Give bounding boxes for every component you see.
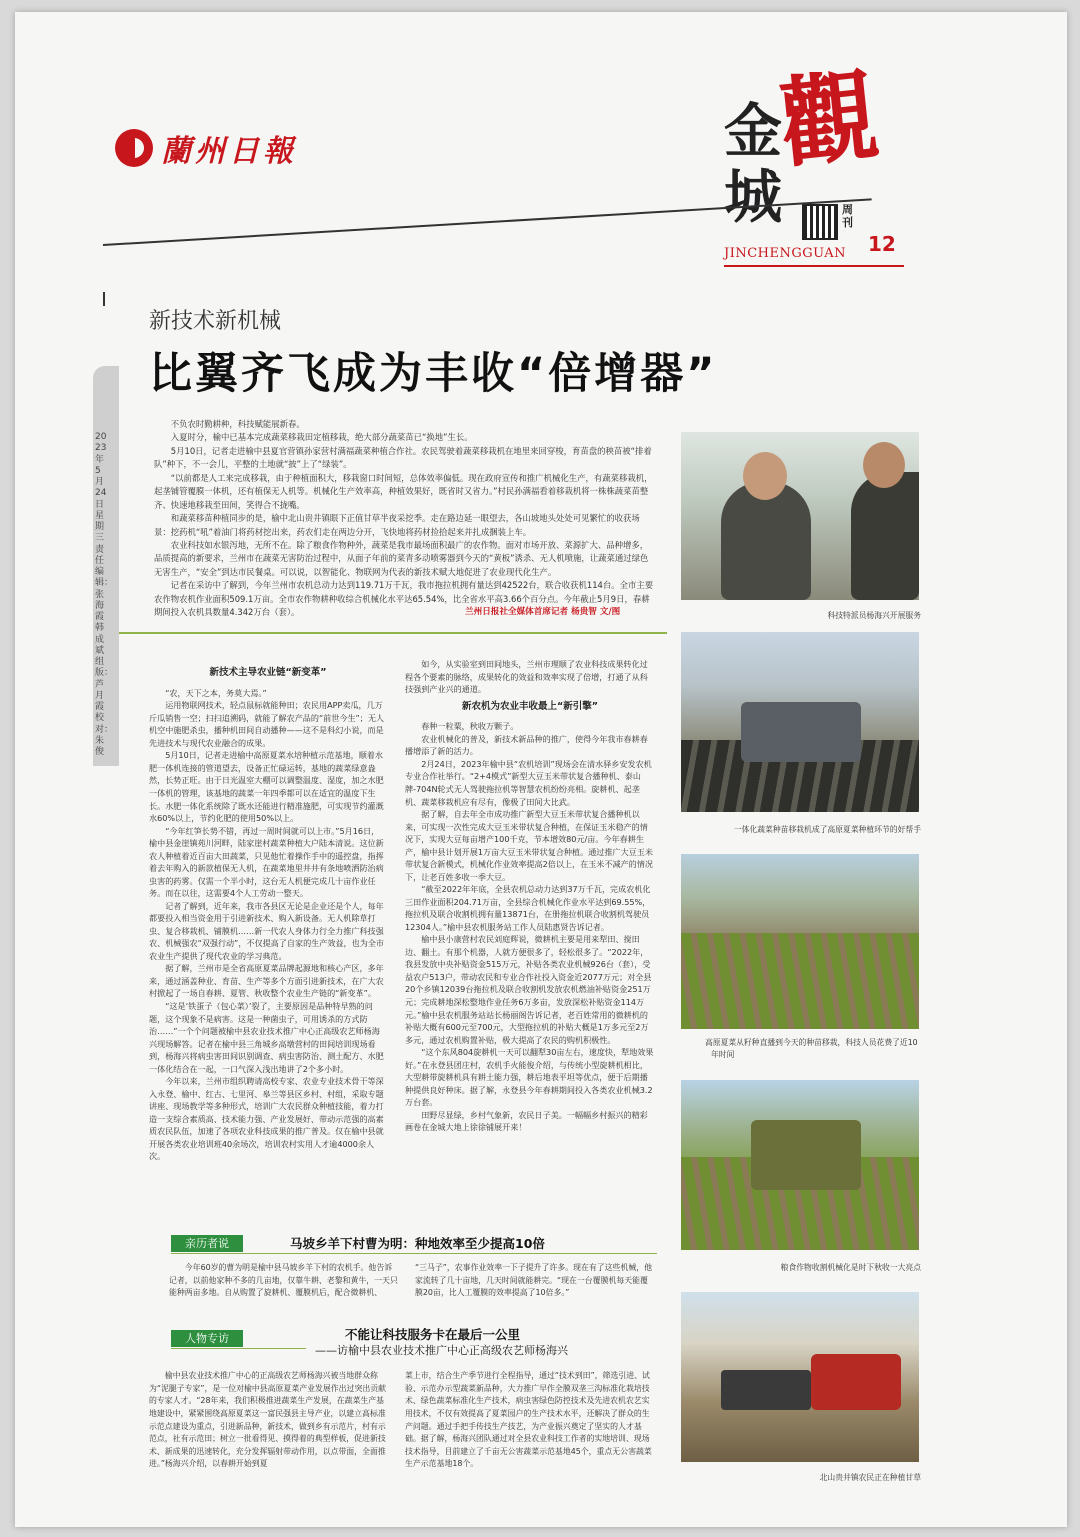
- person-figure: [851, 472, 919, 600]
- page-title: 比翼齐飞成为丰收“倍增器”: [149, 349, 718, 399]
- section-divider: [119, 632, 667, 634]
- body-paragraph: 今年以来，兰州市组织聘请高校专家、农业专业技术骨干等深入永登、榆中、红古、七里河、皋兰等县区乡村、村组，采取专题讲座、现场教学等多种形式，培训广大农民群众种植技能，着力打造一支综合素质高、技术能力强、产业发展好、带动示范强的高素质农民队伍，加速了各项农业科技成果的推广普及。仅在榆中县就开展各类农业培训班40余场次，培训农村实用人才逾4000余人次。: [149, 1076, 384, 1162]
- section-rule: [171, 1348, 306, 1349]
- brand-rule: [724, 265, 904, 267]
- photo-caption: 北山贵井镇农民正在种植甘草: [819, 1473, 921, 1482]
- body-paragraph: 农业机械化的普及，新技术新品种的推广，使得今年我市春耕春播增添了新的活力。: [405, 733, 648, 757]
- tractor: [811, 1354, 901, 1410]
- photo-expert-service: [681, 432, 919, 600]
- logo-emblem-icon: [115, 129, 153, 167]
- brand-jin: 金: [724, 97, 783, 165]
- seeder-machine: [721, 1370, 811, 1410]
- lead-paragraph: 入夏时分，榆中已基本完成蔬菜移栽田定植移栽，绝大部分蔬菜苗已“换地”生长。: [170, 432, 473, 443]
- body-paragraph: 据了解，自去年全市成功推广新型大豆玉米带状复合播种机以来，可实现一次性完成大豆玉米带状复合种植，在保证玉米稳产的情况下，实现大豆每亩增产100千克，节本增效80元/亩。今年春耕生产，榆中县计划开展1万亩大豆玉米带状复合种植。通过推广大豆玉米带状复合新模式，机械化作业效率提高2倍以上，在玉米不减产的情况下，让老百姓多收一季大豆。: [405, 809, 653, 882]
- lead-article: [154, 418, 656, 620]
- person-head: [743, 452, 787, 500]
- article-column-b: [405, 658, 655, 1134]
- body-paragraph: 据了解，兰州市是全省高原夏菜品牌起源地和核心产区，多年来，通过涵盖种业、育苗、生产等多个方面引进新技术，在广大农村掀起了一场自春耕、夏管、秋收整个农业生产链的“新变革”。: [149, 963, 384, 999]
- section-text: “三马子”，农事作业效率一下子提升了许多。现在有了这些机械，他家流转了几十亩地，几天时间就能耕完。“现在一台覆膜机每天能覆膜20亩，比人工覆膜的效率提高了10倍多。”: [415, 1263, 653, 1298]
- section-subtitle: ——访榆中县农业技术推广中心正高级农艺师杨海兴: [315, 1344, 568, 1357]
- body-paragraph: 田野尽显绿，乡村气象新，农民日子美。一幅幅乡村振兴的精彩画卷在金城大地上徐徐铺展开来！: [405, 1109, 648, 1133]
- section-text: 榆中县农业技术推广中心的正高级农艺师杨海兴被当地群众称为“泥腿子专家”，是一位对榆中县高原夏菜产业发展作出过突出贡献的专家人才。“28年来，我们积极推进蔬菜生产发展，在蔬菜生产基地建设中，紧紧围绕高原夏菜这一富民强县主导产业，以建立高标准示范点建设为重点，引进新品种，新技术，做到乡有示范片，村有示范点，社有示范田；树立一批看得见、摸得着的典型样板，促进新技术、新成果的迅速转化，充分发挥辐射带动作用，以点带面，全面推进。”杨海兴介绍，以春耕开始到夏: [149, 1371, 387, 1469]
- byline: 兰州日报社全媒体首席记者 杨贵智 文/图: [465, 607, 621, 617]
- lead-paragraph: 农业科技如水银泻地，无所不在。除了粮食作物种外，蔬菜是我市最场面积最广的农作物。面对市场开放、菜源扩大、品种增多，品质提高的新要求，兰州市在蔬菜无害防治过程中，从面子年前的菜青多动喷雾器到今天的“黄板”诱杀、无人机喷施，让蔬菜通过绿色无害生产，“安全”到达市民餐桌。可以说，以智能化、物联网为代表的新技术赋大地促进了农业现代化生产。: [154, 539, 649, 577]
- body-paragraph: “这个东风804旋耕机一天可以翻犁30亩左右，速度快，犁地效果好。”在永登县团庄村，农机手火能俊介绍，与传统小型旋耕机相比，大型耕带旋耕机具有耕土能力强，耕后地表平坦等优点，便于后期播种提供良好种床。据了解，永登县今年春耕期间投入各类农业机械3.2万台套。: [405, 1047, 654, 1108]
- section-title: 不能让科技服务卡在最后一公里: [345, 1327, 521, 1342]
- article-column-a: [149, 662, 387, 1163]
- brand-guan: 觀: [774, 58, 884, 183]
- transplanter-machine: [741, 702, 861, 762]
- photo-caption: 粮食作物收割机械化是时下秋收一大亮点: [780, 1263, 921, 1272]
- subheading: 新技术主导农业链“新变革”: [209, 667, 327, 678]
- body-paragraph: 榆中县小康营村农民刘庭辉说，微耕机主要是用来犁田、搅田边、翻土。有那个机器，人就方便很多了，轻松很多了。“2022年，我县发放中央补贴资金515万元，补贴各类农业机械926台（套），受益农户513户，带动农民和专业合作社投入资金近2077万元；对全县20个乡镇12039台拖拉机及联合收割机发放农机燃油补贴资金251万元；完成耕地深松整地作业任务6万多亩，发放深松补贴资金114万元。”榆中县农机服务站站长杨丽阁告诉记者，老百姓常用的微耕机的补贴大概有600元至700元，大型拖拉机的补贴大概是1万多元至2万多元，通过农机购置补贴，极大提高了农民的购机积极性。: [405, 934, 652, 1045]
- body-paragraph: 2月24日，2023年榆中县“农机培训”现场会在清水驿乡安发农机专业合作社举行。“2+4模式”新型大豆玉米带状复合播种机、泰山牌-704N轮式无人驾驶拖拉机等智慧农机纷纷亮相。旋耕机、起垄机、蔬菜移栽机应有尽有，像极了田间大比武。: [405, 758, 652, 807]
- edition-info: 2023年5月24日 星期三 责任编辑：张海霞 韩成斌 组版：芦月霞 校对：朱俊: [95, 432, 114, 757]
- section-tag: 人物专访: [171, 1330, 243, 1347]
- lead-paragraph: 5月10日，记者走进榆中县夏官营镇孙家营村满福蔬菜种植合作社。农民驾驶着蔬菜移栽机在地里来回穿梭，育苗盘的秧苗被“排着队”种下，不一会儿，平整的土地就“披”上了“绿装”。: [154, 445, 652, 470]
- photo-licorice-planting: [681, 1292, 919, 1462]
- body-paragraph: “截至2022年年底，全县农机总动力达到37万千瓦，完成农机化三田作业面积204.71万亩，全县综合机械化作业水平达到69.55%，拖拉机及联合收割机拥有量13871台，在册拖拉机联合收割机驾驶员12304人。”榆中县农机服务站工作人员陆惠贤告诉记者。: [405, 884, 651, 932]
- section-title: 马坡乡羊下村曹为明：种地效率至少提高10倍: [290, 1236, 545, 1251]
- person-head: [863, 442, 905, 488]
- section-text: 菜上市，结合生产季节进行全程指导，通过“技术到田”，筛选引进、试验、示范办示型蔬菜新品种，大力推广早作全膜双垄三沟标准化栽培技术、绿色蔬菜标准化生产技术，病虫害绿色防控技术及先进农机农艺实用技术，不仅有效提高了夏菜园户的生产技术水平，还解决了群众的生产问题。通过手把手传技生产技艺，为产业振兴奠定了坚实的人才基础。据了解，杨海兴团队通过对全县农业科技工作者的实地培训、现场技术指导，目前建立了千亩无公害蔬菜示范基地45个，重点无公害蔬菜生产示范基地18个。: [405, 1371, 652, 1469]
- lead-paragraph: 和蔬菜移苗种植同步的是，榆中北山贵井镇眼下正值甘草半夜采挖季。走在路边延一眼望去，各山坡地头处处可见繁忙的收获场景：挖药机“吼”着油门将药材挖出来，药农们走在两边分开，飞快地将药材捡拾起来并扎成捆装上车。: [154, 513, 640, 537]
- field-rows: [681, 933, 919, 1029]
- body-paragraph: “农，天下之本，务莫大焉。”: [165, 687, 267, 698]
- brand-weekly: 周刊: [842, 203, 853, 229]
- body-paragraph: “这是‘铁蛋子（包心菜）’裂了，主要原因是品种特早熟的问题，这个现象不是病害。这是一种菌虫子，可用诱杀的方式防治……”一个个问题被榆中县农业技术推广中心正高级农艺师杨海兴现场解答。记者在榆中县三角城乡高墩营村的田间培训现场看到，杨海兴将病虫害田间识别调查、病虫害防治、测土配方、水肥一体化结合在一起，一口气深入浅出地讲了2个多小时。: [149, 1001, 384, 1074]
- newspaper-logo: [115, 126, 297, 170]
- photo-seedlings: [681, 854, 919, 1029]
- page-number: 12: [868, 232, 896, 256]
- lead-paragraph: 记者在采访中了解到，今年兰州市农机总动力达到119.71万千瓦，我市拖拉机拥有量达到42522台，联合收获机114台。全市主要农作物农机作业面积509.1万亩。全市农作物耕种收综合机械化水平达65.54%，比全省水平高3.66个百分点。今年截止5月9日，春耕期间投入农机具数量4.342万台（套）。: [154, 580, 654, 618]
- headline-tick: [103, 292, 105, 306]
- subheading: 新农机为农业丰收最上“新引擎”: [462, 700, 598, 712]
- body-paragraph: 如今，从实验室到田间地头，兰州市理顺了农业科技成果转化过程各个要素的脉络，成果转化的效益和效率实现了倍增，打通了从科技强到产业兴的通道。: [405, 659, 648, 695]
- brand-cheng: 城: [724, 163, 783, 231]
- newspaper-page: [15, 12, 1067, 1527]
- section-text: 今年60岁的曹为明是榆中县马坡乡羊下村的农机手。他告诉记者，以前他家种不多的几亩地，仅靠牛耕、老黎和黄牛，一天只能种两亩多地。自从购置了旋耕机、覆膜机后，配合微耕机、: [169, 1263, 398, 1298]
- headline-kicker: 新技术新机械: [149, 309, 282, 334]
- photo-caption: 一体化蔬菜种苗移栽机成了高原夏菜种植环节的好帮手: [733, 825, 921, 834]
- photo-harvester: [681, 1080, 919, 1250]
- qr-code-icon[interactable]: [802, 204, 838, 240]
- section-brand: [708, 58, 908, 272]
- brand-pinyin: JINCHENGGUAN: [724, 246, 846, 261]
- photo-caption: 高原夏菜从籽种直播到今天的种苗移栽，科技人员花费了近10年时间: [705, 1038, 918, 1059]
- body-paragraph: 运用物联网技术，轻点鼠标就能种田；农民用APP卖瓜，几万斤瓜销售一空；扫扫追溯码，就能了解农产品的“前世今生”；无人机空中施肥杀虫，播种机田间自动播种——这不是科幻小说，而是先进技术与现代农业融合的成果。: [149, 700, 385, 748]
- logo-text: 蘭州日報: [161, 134, 297, 169]
- harvester-machine: [751, 1120, 861, 1190]
- lead-paragraph: 不负农时勤耕种，科技赋能展新春。: [170, 419, 305, 429]
- body-paragraph: 5月10日，记者走进榆中高原夏菜水培种植示范基地，顺着水肥一体机连接的管道望去，设备正忙碌运转，基地的蔬菜绿意盎然，长势正旺。由于日光温室大棚可以调整温度、湿度，加之水肥一体机的管理，该基地的蔬菜一年四季都可以在适宜的温度下生长。水肥一体化系统除了既水还能进行精准施肥，可实现节约灌溉水60%以上，节约化肥的使用50%以上。: [149, 750, 384, 824]
- body-paragraph: 记者了解到，近年来，我市各县区无论是企业还是个人，每年都要投入相当资金用于引进新技术、购入新设备。无人机除草打虫、复合移栽机、铺膜机……新一代农人身体力行全力推广科技强农、机械强农“双强行动”，不仅提高了自家的生产效益，也为全市农业生产提供了现代农业的学习典范。: [149, 900, 385, 961]
- body-paragraph: “今年红笋长势不错，再过一周时间就可以上市。”5月16日，榆中县金崖镇苑川河畔，陆家崖村蔬菜种植大户陆本清说。这位新农人种植着近百亩大田蔬菜，只见他忙着操作手中的遥控盘，指挥着去年购入的新款植保无人机，在蔬菜地里井井有条地喷洒防治病虫害的药雾。仅需一个半小时，这台无人机便完成几十亩作业任务。而在以往，这需要4个人工劳动一整天。: [149, 825, 384, 899]
- lead-paragraph: “以前都是人工来完成移栽，由于种植面积大，移栽窗口时间短，总体效率偏低。现在政府宣传和推广机械化生产，有蔬菜移栽机，起垄铺管覆膜一体机，还有植保无人机等。机械化生产效率高，种植效果好，既省时又省力。”村民孙满福看着移栽机将一株株蔬菜苗整齐、快速地移栽至田间，笑得合不拢嘴。: [154, 472, 653, 510]
- photo-transplanter: [681, 632, 919, 812]
- body-paragraph: 春种一粒粟，秋收万颗子。: [421, 721, 519, 732]
- photo-caption: 科技特派员杨海兴开展服务: [827, 611, 921, 620]
- section-rule: [171, 1253, 657, 1254]
- section-tag: 亲历者说: [171, 1235, 243, 1252]
